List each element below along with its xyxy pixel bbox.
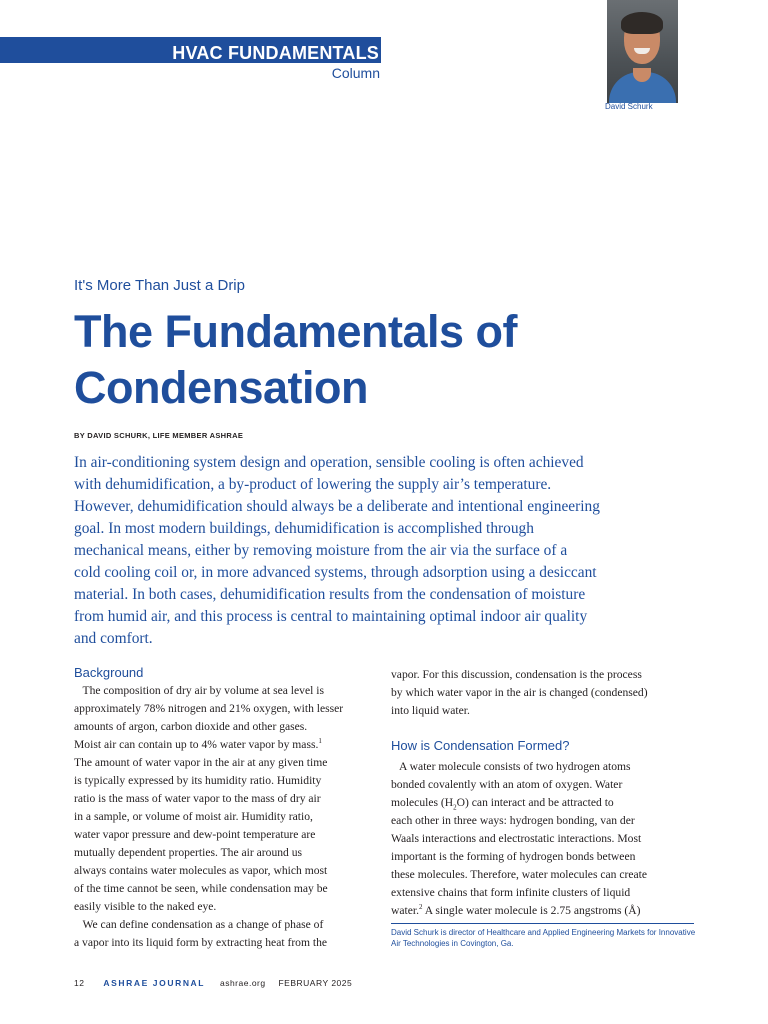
body-line: The amount of water vapor in the air at any given time bbox=[74, 756, 328, 769]
author-note-line: David Schurk is director of Healthcare and Applied Engineering Markets for Innovative bbox=[391, 928, 696, 937]
body-line: water vapor pressure and dew-point temperature are bbox=[74, 828, 316, 841]
magazine-name: ASHRAE JOURNAL bbox=[103, 978, 206, 988]
lede-line: material. In both cases, dehumidification results from the condensation of moisture bbox=[74, 586, 586, 603]
lede-paragraph bbox=[74, 452, 699, 650]
body-line-with-ref bbox=[74, 736, 379, 754]
article-kicker: It's More Than Just a Drip bbox=[74, 277, 245, 294]
lede-line: and comfort. bbox=[74, 630, 153, 647]
author-photo bbox=[607, 0, 678, 103]
subscript-2: 2 bbox=[453, 803, 457, 812]
lede-line: mechanical means, either by removing moisture from the air via the surface of a bbox=[74, 542, 568, 559]
lede-line: with dehumidification, a by-product of lowering the supply air’s temperature. bbox=[74, 476, 552, 493]
body-text: A single water molecule is 2.75 angstroms (Å) bbox=[422, 904, 641, 917]
body-line: easily visible to the naked eye. bbox=[74, 900, 217, 913]
body-line: in a sample, or volume of moist air. Humidity ratio, bbox=[74, 810, 313, 823]
body-line: is typically expressed by its humidity ratio. Humidity bbox=[74, 774, 322, 787]
body-line: The composition of dry air by volume at sea level is bbox=[74, 684, 324, 697]
body-line: A water molecule consists of two hydrogen atoms bbox=[391, 760, 631, 773]
section-heading-condensation: How is Condensation Formed? bbox=[391, 738, 570, 753]
body-column-right bbox=[391, 666, 696, 920]
page-number: 12 bbox=[74, 978, 85, 988]
body-line: these molecules. Therefore, water molecules can create bbox=[391, 868, 648, 881]
body-line-formula bbox=[391, 794, 696, 812]
title-line: Condensation bbox=[74, 362, 368, 413]
page-footer bbox=[74, 978, 352, 988]
lede-line: cold cooling coil or, in more advanced systems, through adsorption using a desiccant bbox=[74, 564, 597, 581]
body-text: water. bbox=[391, 904, 420, 917]
title-line: The Fundamentals of bbox=[74, 306, 518, 357]
body-line: a vapor into its liquid form by extracting heat from the bbox=[74, 936, 328, 949]
author-note-line: Air Technologies in Covington, Ga. bbox=[391, 939, 514, 948]
section-subtitle: Column bbox=[331, 65, 380, 81]
body-line: of the time cannot be seen, while condensation may be bbox=[74, 882, 328, 895]
author-note bbox=[391, 927, 694, 949]
body-line: We can define condensation as a change of phase of bbox=[74, 918, 324, 931]
author-note-divider bbox=[391, 923, 694, 924]
body-line-with-ref bbox=[391, 902, 696, 920]
lede-line: goal. In most modern buildings, dehumidification is accomplished through bbox=[74, 520, 534, 537]
body-line: approximately 78% nitrogen and 21% oxygen, with lesser bbox=[74, 702, 344, 715]
photo-caption: David Schurk bbox=[605, 102, 653, 111]
reference-1: 1 bbox=[318, 737, 322, 746]
body-line: by which water vapor in the air is changed (condensed) bbox=[391, 686, 648, 699]
body-line: always contains water molecules as vapor, which most bbox=[74, 864, 328, 877]
section-title: HVAC FUNDAMENTALS bbox=[172, 43, 379, 63]
lede-line: In air-conditioning system design and operation, sensible cooling is often achieved bbox=[74, 454, 584, 471]
body-text: molecules (H bbox=[391, 796, 454, 809]
body-line: vapor. For this discussion, condensation is the process bbox=[391, 668, 642, 681]
lede-line: from humid air, and this process is central to maintaining optimal indoor air quality bbox=[74, 608, 588, 625]
section-heading-background: Background bbox=[74, 665, 144, 680]
photo-hair bbox=[621, 12, 663, 34]
body-line: amounts of argon, carbon dioxide and other gases. bbox=[74, 720, 308, 733]
lede-line: However, dehumidification should always be a deliberate and intentional engineering bbox=[74, 498, 600, 515]
body-line: Waals interactions and electrostatic interactions. Most bbox=[391, 832, 642, 845]
issue-date: FEBRUARY 2025 bbox=[278, 978, 353, 988]
magazine-url: ashrae.org bbox=[219, 978, 266, 988]
byline: BY DAVID SCHURK, LIFE MEMBER ASHRAE bbox=[74, 431, 244, 440]
body-text: Moist air can contain up to 4% water vapor by mass. bbox=[74, 738, 319, 751]
body-line: mutually dependent properties. The air around us bbox=[74, 846, 303, 859]
body-line: important is the forming of hydrogen bonds between bbox=[391, 850, 636, 863]
body-line: into liquid water. bbox=[391, 704, 470, 717]
body-line: extensive chains that form infinite clusters of liquid bbox=[391, 886, 631, 899]
body-line: bonded covalently with an atom of oxygen. Water bbox=[391, 778, 623, 791]
body-column-left bbox=[74, 664, 379, 952]
body-line: ratio is the mass of water vapor to the mass of dry air bbox=[74, 792, 321, 805]
body-text: O) can interact and be attracted to bbox=[456, 796, 614, 809]
reference-2: 2 bbox=[419, 903, 423, 912]
article-title bbox=[74, 304, 517, 416]
body-line: each other in three ways: hydrogen bonding, van der bbox=[391, 814, 635, 827]
